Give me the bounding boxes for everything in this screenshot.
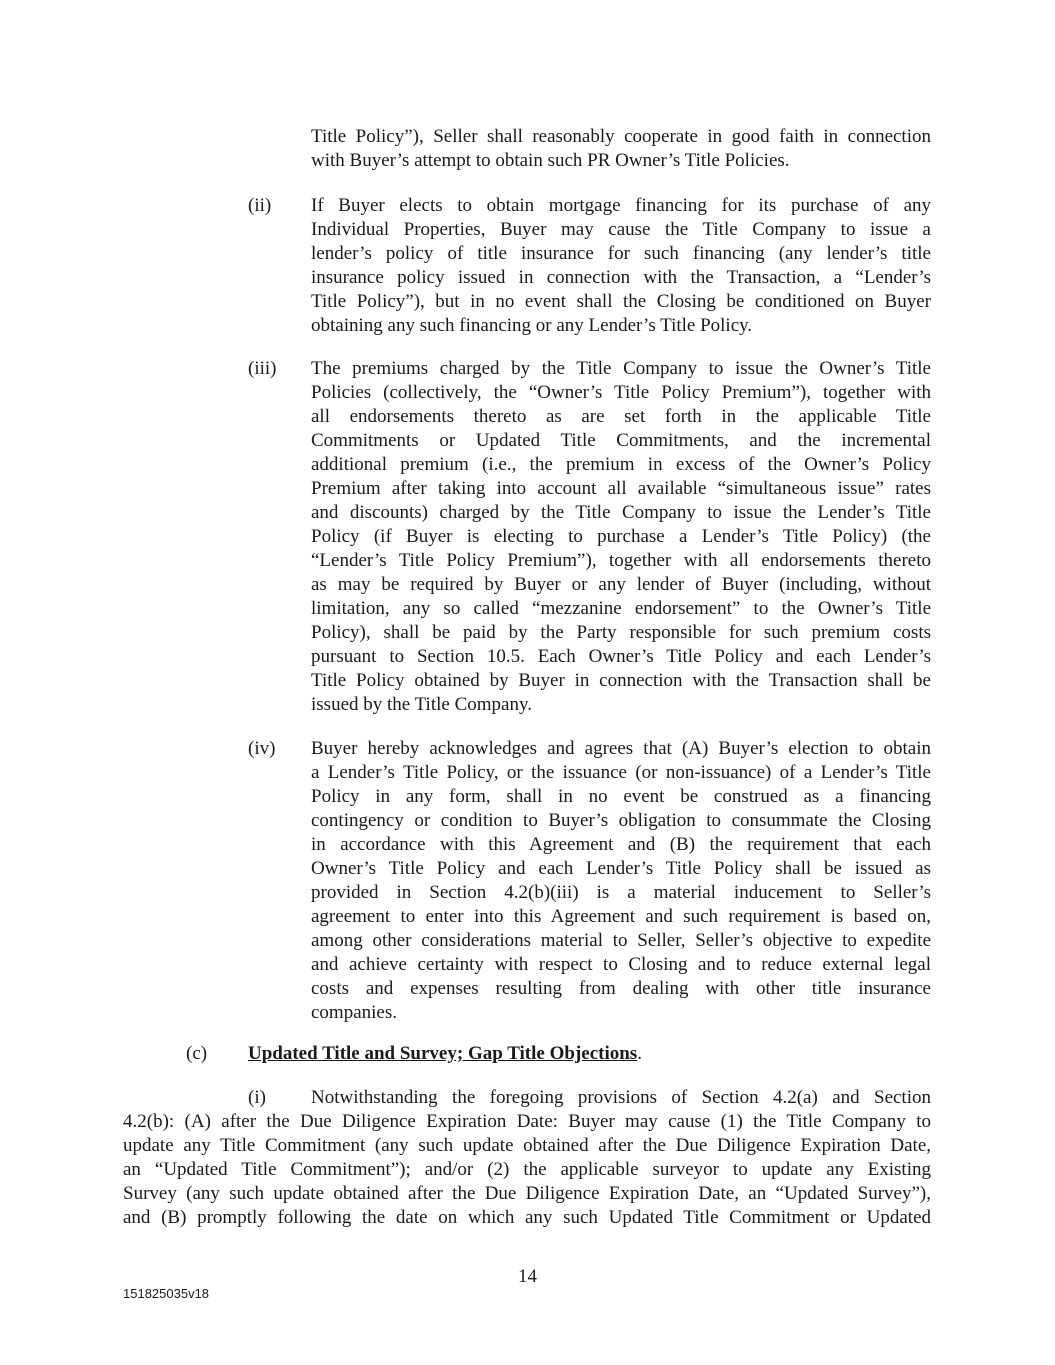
item-label: (iv) — [248, 738, 276, 759]
text-line: “Lender’s Title Policy Premium”), together with all endorsements thereto — [311, 550, 931, 571]
text-line: costs and expenses resulting from dealing with other title insurance — [311, 978, 931, 999]
text-line: among other considerations material to Seller, Seller’s objective to expedite — [311, 930, 931, 951]
section-heading-text: Updated Title and Survey; Gap Title Objections. — [248, 1043, 642, 1064]
text-line: an “Updated Title Commitment”); and/or (2) the applicable surveyor to update any Existing — [123, 1159, 931, 1180]
text-line: and achieve certainty with respect to Closing and to reduce external legal — [311, 954, 931, 975]
item-label: (iii) — [248, 358, 277, 379]
section-label: (c) — [186, 1043, 208, 1064]
text-line: Buyer hereby acknowledges and agrees that (A) Buyer’s election to obtain — [311, 738, 931, 759]
text-line: Notwithstanding the foregoing provisions of Section 4.2(a) and Section — [311, 1087, 931, 1108]
text-line: contingency or condition to Buyer’s obligation to consummate the Closing — [311, 810, 931, 831]
text-line: 4.2(b): (A) after the Due Diligence Expiration Date: Buyer may cause (1) the Title Company to — [123, 1111, 931, 1132]
text-line: and discounts) charged by the Title Company to issue the Lender’s Title — [311, 502, 931, 523]
text-line: a Lender’s Title Policy, or the issuance (or non-issuance) of a Lender’s Title — [311, 762, 931, 783]
document-id: 151825035v18 — [123, 1286, 210, 1301]
text-line: Premium after taking into account all available “simultaneous issue” rates — [311, 478, 931, 499]
text-line: Policies (collectively, the “Owner’s Title Policy Premium”), together with — [311, 382, 931, 403]
text-line: Policy), shall be paid by the Party responsible for such premium costs — [311, 622, 931, 643]
text-line: issued by the Title Company. — [311, 694, 532, 715]
text-line: Title Policy”), Seller shall reasonably cooperate in good faith in connection — [311, 126, 931, 147]
text-line: Title Policy obtained by Buyer in connection with the Transaction shall be — [311, 670, 931, 691]
text-line: Title Policy”), but in no event shall the Closing be conditioned on Buyer — [311, 291, 931, 312]
text-line: with Buyer’s attempt to obtain such PR Owner’s Title Policies. — [311, 150, 790, 171]
text-line: Commitments or Updated Title Commitments, and the incremental — [311, 430, 931, 451]
text-line: pursuant to Section 10.5. Each Owner’s Title Policy and each Lender’s — [311, 646, 931, 667]
text-line: agreement to enter into this Agreement and such requirement is based on, — [311, 906, 931, 927]
text-line: Survey (any such update obtained after the Due Diligence Expiration Date, an “Updated Survey”), — [123, 1183, 931, 1204]
subsection-label: (i) — [248, 1087, 266, 1108]
text-line: Owner’s Title Policy and each Lender’s Title Policy shall be issued as — [311, 858, 931, 879]
text-line: Policy (if Buyer is electing to purchase a Lender’s Title Policy) (the — [311, 526, 931, 547]
text-line: insurance policy issued in connection with the Transaction, a “Lender’s — [311, 267, 931, 288]
text-line: Policy in any form, shall in no event be construed as a financing — [311, 786, 931, 807]
text-line: companies. — [311, 1002, 398, 1023]
text-line: limitation, any so called “mezzanine endorsement” to the Owner’s Title — [311, 598, 931, 619]
text-line: and (B) promptly following the date on which any such Updated Title Commitment or Updated — [123, 1207, 931, 1228]
text-line: as may be required by Buyer or any lender of Buyer (including, without — [311, 574, 931, 595]
text-line: lender’s policy of title insurance for such financing (any lender’s title — [311, 243, 931, 264]
text-line: in accordance with this Agreement and (B) the requirement that each — [311, 834, 931, 855]
text-line: obtaining any such financing or any Lender’s Title Policy. — [311, 315, 753, 336]
text-line: If Buyer elects to obtain mortgage financing for its purchase of any — [311, 195, 931, 216]
text-line: The premiums charged by the Title Company to issue the Owner’s Title — [311, 358, 931, 379]
page-number: 14 — [518, 1266, 537, 1287]
text-line: all endorsements thereto as are set forth in the applicable Title — [311, 406, 931, 427]
item-label: (ii) — [248, 195, 272, 216]
text-line: provided in Section 4.2(b)(iii) is a material inducement to Seller’s — [311, 882, 931, 903]
text-line: additional premium (i.e., the premium in excess of the Owner’s Policy — [311, 454, 931, 475]
text-line: update any Title Commitment (any such update obtained after the Due Diligence Expiration Date, — [123, 1135, 931, 1156]
text-line: Individual Properties, Buyer may cause the Title Company to issue a — [311, 219, 931, 240]
